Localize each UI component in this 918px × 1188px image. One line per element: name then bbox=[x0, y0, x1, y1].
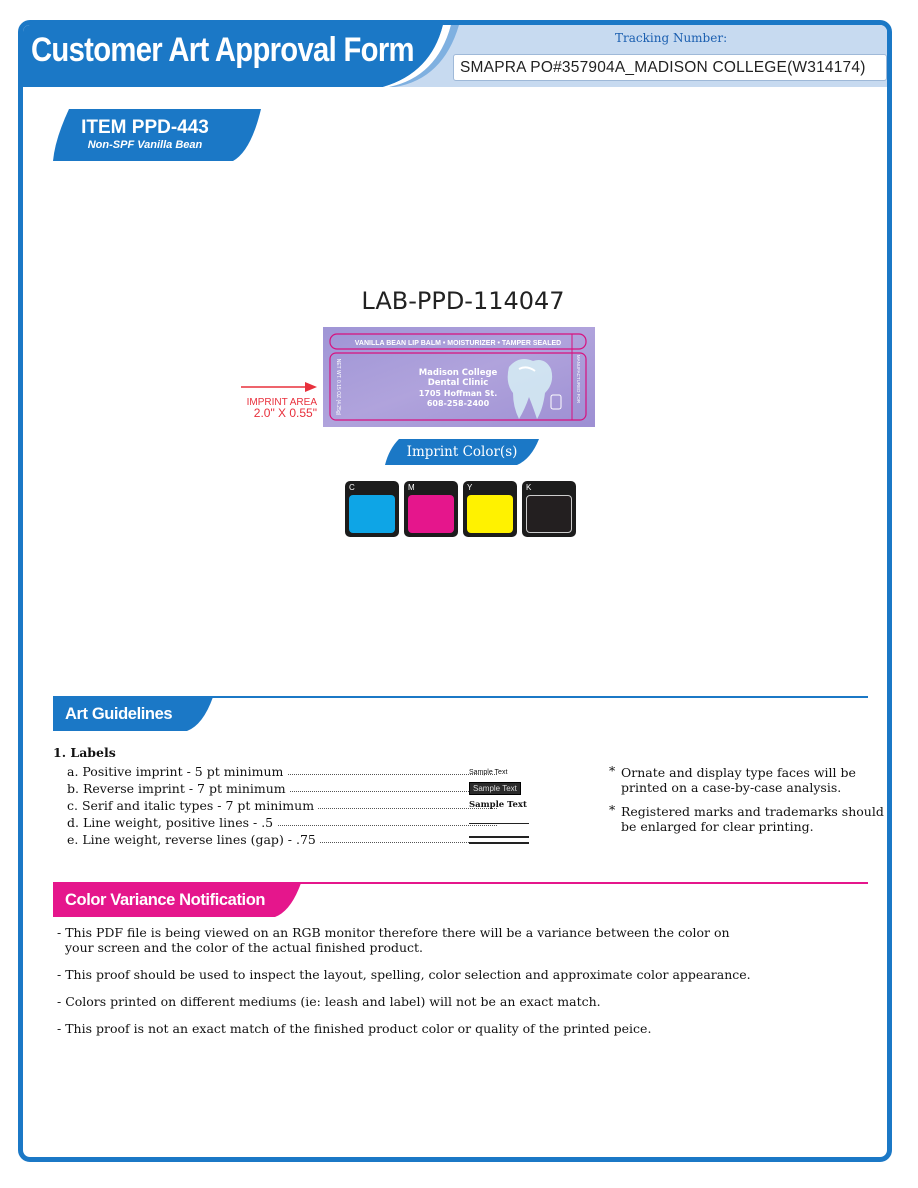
art-guidelines-heading: Art Guidelines bbox=[65, 705, 173, 723]
imprint-area-dimensions: 2.0" X 0.55" bbox=[253, 406, 317, 420]
sample-positive: Sample Text bbox=[469, 769, 508, 776]
color-variance-list bbox=[57, 925, 877, 1048]
imprint-area-label: IMPRINT AREA bbox=[246, 397, 317, 408]
tracking-number-label: Tracking Number: bbox=[615, 31, 728, 45]
sample-reverse: Sample Text bbox=[469, 782, 521, 795]
tracking-number-field[interactable]: SMAPRA PO#357904A_MADISON COLLEGE(W314174) bbox=[453, 54, 887, 81]
guideline-notes bbox=[609, 765, 885, 843]
note-item: * Ornate and display type faces will be printed on a case-by-case analysis. bbox=[609, 763, 856, 795]
swatch-fill bbox=[408, 495, 454, 533]
swatch-magenta bbox=[404, 481, 458, 537]
item-subtitle: Non-SPF Vanilla Bean bbox=[87, 139, 203, 151]
label-line-2: Dental Clinic bbox=[427, 378, 489, 388]
imprint-area-note bbox=[237, 397, 317, 419]
variance-item: - This PDF file is being viewed on an RGB monitor therefore there will be a variance between the color on your screen and the color of the actual finished product. bbox=[57, 925, 730, 955]
label-side-text-right: MANUFACTURED FOR bbox=[576, 354, 581, 404]
swatch-fill bbox=[526, 495, 572, 533]
guideline-item: a. Positive imprint - 5 pt minimum Sample Text bbox=[67, 764, 508, 779]
note-item: * Registered marks and trademarks should be enlarged for clear printing. bbox=[609, 802, 884, 834]
swatch-black bbox=[522, 481, 576, 537]
guidelines-list bbox=[67, 763, 607, 848]
variance-item: - Colors printed on different mediums (ie: leash and label) will not be an exact match. bbox=[57, 994, 601, 1009]
approval-form bbox=[18, 20, 892, 1162]
guideline-item: e. Line weight, reverse lines (gap) - .75 bbox=[67, 831, 607, 848]
swatch-letter: M bbox=[408, 483, 415, 492]
item-title: ITEM PPD-443 bbox=[81, 117, 209, 138]
label-line-1: Madison College bbox=[418, 368, 498, 378]
imprint-colors-label: Imprint Color(s) bbox=[406, 444, 518, 460]
variance-item: - This proof should be used to inspect the layout, spelling, color selection and approximate color appearance. bbox=[57, 967, 751, 982]
swatch-letter: K bbox=[526, 483, 532, 492]
lab-code: LAB-PPD-114047 bbox=[361, 287, 565, 315]
imprint-area-arrow-icon bbox=[241, 381, 317, 393]
label-line-4: 608-258-2400 bbox=[426, 399, 490, 408]
sample-positive-line bbox=[469, 823, 529, 824]
guideline-item: d. Line weight, positive lines - .5 bbox=[67, 814, 607, 831]
swatch-fill bbox=[467, 495, 513, 533]
swatch-fill bbox=[349, 495, 395, 533]
color-variance-heading: Color Variance Notification bbox=[65, 891, 266, 909]
label-side-text: NET WT. 0.15 OZ (4.25g) bbox=[335, 358, 341, 416]
label-proof-image bbox=[323, 327, 595, 427]
swatch-cyan bbox=[345, 481, 399, 537]
labels-heading: 1. Labels bbox=[53, 745, 116, 760]
swatch-letter: Y bbox=[467, 483, 473, 492]
guideline-item: b. Reverse imprint - 7 pt minimum Sample Text bbox=[67, 780, 607, 797]
sample-serif: Sample Text bbox=[469, 800, 527, 810]
form-title: Customer Art Approval Form bbox=[31, 31, 414, 69]
swatch-yellow bbox=[463, 481, 517, 537]
guideline-item: c. Serif and italic types - 7 pt minimum Sample Text bbox=[67, 798, 527, 813]
label-top-text: VANILLA BEAN LIP BALM • MOISTURIZER • TAMPER SEALED bbox=[354, 340, 562, 347]
variance-item: - This proof is not an exact match of the finished product color or quality of the printed peice. bbox=[57, 1021, 652, 1036]
sample-reverse-line bbox=[469, 836, 529, 844]
label-line-3: 1705 Hoffman St. bbox=[418, 389, 498, 398]
imprint-color-swatches bbox=[345, 481, 581, 537]
swatch-letter: C bbox=[349, 483, 355, 492]
header bbox=[23, 25, 887, 87]
